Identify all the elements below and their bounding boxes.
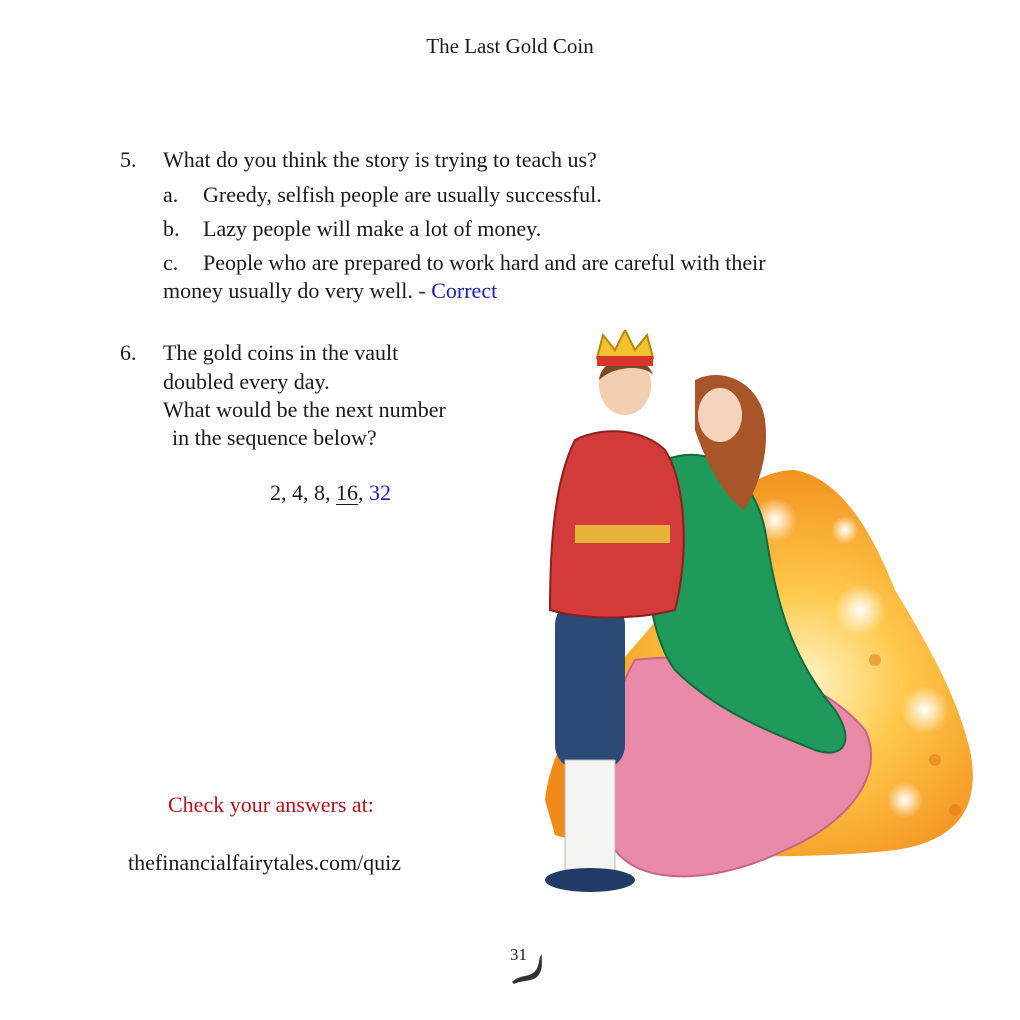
sequence-separator: , (358, 480, 369, 505)
prince-legs (555, 600, 625, 770)
question-line: doubled every day. (163, 369, 330, 394)
option-b (163, 215, 900, 243)
question-5-prompt (120, 145, 900, 175)
option-text-continued: money usually do very well. (163, 278, 413, 303)
prince-shoes (545, 868, 635, 892)
dragon-ornament-icon (508, 948, 548, 988)
sequence-underlined: 16 (336, 480, 358, 505)
prince-belt (575, 525, 670, 543)
option-text: People who are prepared to work hard and are careful with their (203, 250, 766, 275)
question-6 (120, 338, 520, 452)
question-5 (120, 145, 900, 305)
option-letter: a. (163, 182, 179, 207)
princess-face (698, 388, 742, 442)
page-title: The Last Gold Coin (426, 34, 594, 58)
question-number: 5. (120, 147, 137, 172)
sequence-prefix: 2, 4, 8, (270, 480, 336, 505)
option-a (163, 181, 900, 209)
page-number: 31 (510, 945, 527, 964)
question-line: in the sequence below? (172, 425, 377, 450)
check-answers-text: Check your answers at: (168, 792, 374, 817)
option-letter: c. (163, 250, 179, 275)
prince-stockings (565, 760, 615, 870)
quiz-url[interactable]: thefinancialfairytales.com/quiz (128, 850, 402, 875)
sequence-answer: 32 (369, 480, 391, 505)
question-line: The gold coins in the vault (163, 340, 399, 365)
crown-icon (597, 330, 653, 358)
question-number: 6. (120, 340, 137, 365)
option-text: Greedy, selfish people are usually successful. (203, 182, 602, 207)
prince-princess-gold-pile-illustration (515, 330, 985, 910)
question-6-prompt (120, 338, 520, 368)
option-letter: b. (163, 216, 180, 241)
correct-mark: - Correct (412, 278, 498, 303)
question-text: What do you think the story is trying to teach us? (163, 147, 597, 172)
prince-red-tunic (550, 431, 684, 617)
option-c (163, 249, 900, 305)
option-text: Lazy people will make a lot of money. (203, 216, 542, 241)
number-sequence (270, 480, 391, 506)
question-line: What would be the next number (163, 397, 446, 422)
